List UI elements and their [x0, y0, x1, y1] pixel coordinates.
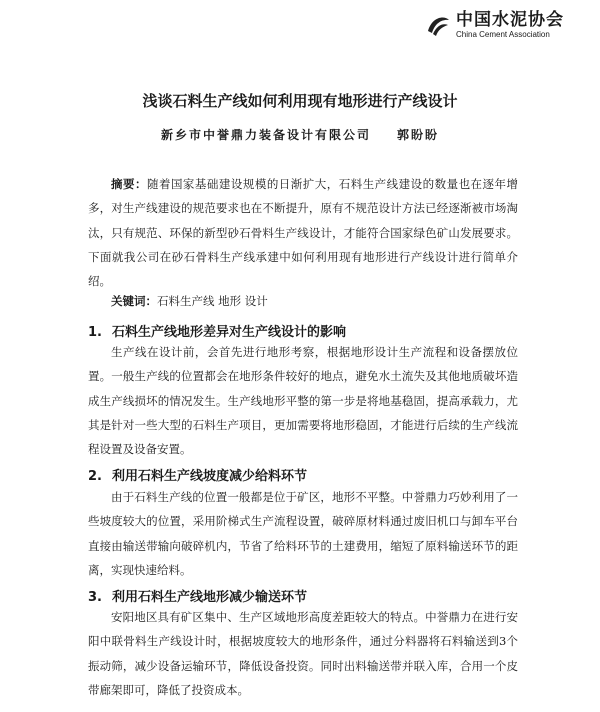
abstract-paragraph	[88, 172, 518, 293]
section-2-text: 由于石料生产线的位置一般都是位于矿区，地形不平整。中誉鼎力巧妙利用了一些坡度较大的位置，采用阶梯式生产流程设置，破碎原材料通过废旧机口与卸车平台直接由输送带输向破碎机内，节省了给料环节的土建费用，缩短了原料输送环节的距离，实现快速给料。	[88, 490, 518, 577]
abstract-text: 随着国家基础建设规模的日渐扩大，石料生产线建设的数量也在逐年增多，对生产线建设的规范要求也在不断提升，原有不规范设计方法已经逐渐被市场淘汰，只有规范、环保的新型砂石骨料生产线设计，才能符合国家绿色矿山发展要求。下面就我公司在砂石骨料生产线承建中如何利用现有地形进行产线设计进行简单介绍。	[88, 177, 519, 289]
article-title: 浅谈石料生产线如何利用现有地形进行产线设计	[142, 92, 458, 110]
cement-association-emblem-icon	[424, 11, 452, 39]
author-name: 郭盼盼	[397, 128, 440, 142]
keywords-label: 关键词：	[111, 294, 157, 308]
section-2-heading: 2. 利用石料生产线坡度减少给料环节	[88, 469, 307, 484]
keywords-text: 石料生产线 地形 设计	[157, 294, 268, 308]
keywords-paragraph	[88, 289, 518, 313]
section-3-heading: 3. 利用石料生产线地形减少输送环节	[88, 590, 307, 605]
author-line	[0, 126, 600, 143]
section-1-heading: 1. 石料生产线地形差异对生产线设计的影响	[88, 325, 346, 340]
logo-name-cn: 中国水泥协会	[456, 10, 564, 30]
abstract-label: 摘要：	[111, 177, 147, 191]
section-1-text: 生产线在设计前，会首先进行地形考察，根据地形设计生产流程和设备摆放位置。一般生产线的位置都会在地形条件较好的地点，避免水土流失及其他地质破坏造成生产线损坏的情况发生。生产线地形平整的第一步是将地基稳固，提高承载力，尤其是针对一些大型的石料生产项目，更加需要将地形稳固，才能进行后续的生产线流程设置及设备安置。	[88, 345, 518, 457]
author-company: 新乡市中誉鼎力装备设计有限公司	[160, 128, 371, 142]
section-3-text: 安阳地区具有矿区集中、生产区域地形高度差距较大的特点。中誉鼎力在进行安阳中联骨料生产线设计时，根据坡度较大的地形条件，通过分料器将石料输送到3个振动筛，减少设备运输环节，降低设备投资。同时出料输送带并联入库，合用一个皮带廊架即可，降低了投资成本。	[88, 610, 518, 697]
logo-name-en: China Cement Association	[456, 30, 550, 39]
association-logo	[424, 10, 564, 40]
